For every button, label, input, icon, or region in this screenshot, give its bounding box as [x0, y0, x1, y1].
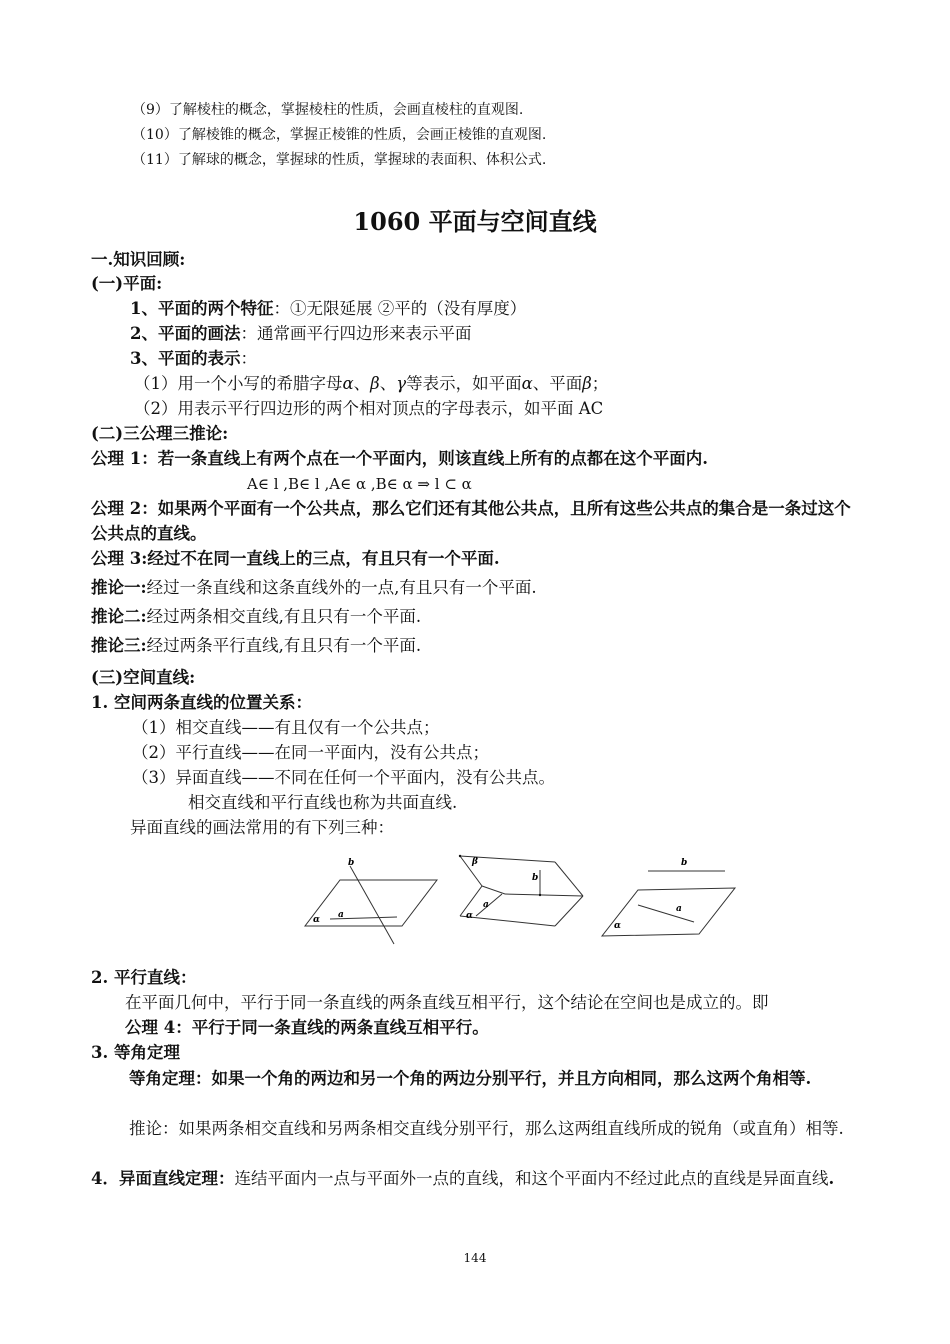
- plane-feature-1: [130, 298, 526, 320]
- figure-3-label-a: a: [676, 904, 682, 914]
- axiom-4: 公理 4：平行于同一条直线的两条直线互相平行。: [125, 1018, 489, 1037]
- page-title: 1060 平面与空间直线: [353, 207, 597, 236]
- equal-angle-theorem-text: ：如果一个角的两边和另一个角的两边分别平行，并且方向相同，那么这两个角相等.: [195, 1069, 812, 1088]
- plane-feature-3-label: 3、平面的表示: [130, 349, 241, 368]
- plane-feature-2-text: ：通常画平行四边形来表示平面: [240, 324, 472, 343]
- relation-parallel: （2）平行直线——在同一平面内，没有公共点；: [132, 743, 489, 762]
- figure-2-label-beta: β: [472, 857, 478, 867]
- plane-feature-2: [130, 323, 471, 345]
- skew-line-theorem-end: .: [828, 1169, 835, 1188]
- section-heading-axioms: (二)三公理三推论:: [91, 424, 229, 443]
- greek-alpha: α: [342, 374, 354, 393]
- plane-feature-1-text: ：①无限延展 ②平的（没有厚度）: [273, 299, 527, 318]
- figure-2-label-alpha: α: [466, 911, 473, 921]
- notation-text-b: 、: [353, 374, 371, 393]
- corollary-1: [91, 577, 537, 599]
- notation-text-d: 等表示，如平面: [406, 374, 522, 393]
- corollary-3: [91, 635, 421, 657]
- greek-alpha-2: α: [521, 374, 533, 393]
- corollary-1-label: 推论一:: [91, 578, 147, 597]
- figure-2-plane-alpha-right: [555, 896, 583, 926]
- figure-2-point: [459, 855, 461, 857]
- section-heading-plane: (一)平面:: [91, 274, 163, 293]
- equal-angle-corollary: 推论：如果两条相交直线和另两条相交直线分别平行，那么这两组直线所成的锐角（或直角）相等.: [129, 1119, 844, 1138]
- figure-1-label-alpha: α: [313, 915, 320, 925]
- skew-drawing-intro: 异面直线的画法常用的有下列三种：: [130, 818, 394, 837]
- plane-feature-2-label: 2、平面的画法: [130, 324, 241, 343]
- figure-3-label-b: b: [681, 858, 688, 868]
- plane-notation-1: [134, 373, 608, 395]
- figure-1-label-a: a: [338, 910, 344, 920]
- parallel-text: 在平面几何中，平行于同一条直线的两条直线互相平行，这个结论在空间也是成立的。即: [125, 993, 769, 1012]
- section-heading-equal-angle: 3. 等角定理: [91, 1043, 180, 1062]
- plane-feature-3: [130, 348, 257, 370]
- corollary-3-text: 经过两条平行直线,有且只有一个平面.: [146, 636, 422, 655]
- axiom-1-formula: A∈ l ,B∈ l ,A∈ α ,B∈ α ⇒ l ⊂ α: [247, 475, 472, 493]
- figure-1-label-b: b: [348, 858, 355, 868]
- axiom-3: 公理 3:经过不在同一直线上的三点，有且只有一个平面.: [91, 549, 500, 568]
- figure-2-plane-beta-right: [555, 862, 583, 896]
- plane-feature-3-text: ：: [240, 349, 257, 368]
- figure-2-label-a: a: [483, 900, 489, 910]
- figure-3-line-a: [638, 905, 694, 922]
- objective-item-9: （9）了解棱柱的概念，掌握棱柱的性质，会画直棱柱的直观图.: [132, 102, 524, 118]
- skew-line-theorem: [91, 1166, 863, 1191]
- figure-3-label-alpha: α: [614, 921, 621, 931]
- notation-text-c: 、: [379, 374, 397, 393]
- greek-gamma: γ: [396, 374, 407, 393]
- figure-2-plane-alpha-top: [505, 894, 583, 896]
- relation-intersecting: （1）相交直线——有且仅有一个公共点；: [132, 718, 440, 737]
- corollary-1-text: 经过一条直线和这条直线外的一点,有且只有一个平面.: [146, 578, 537, 597]
- section-heading-space-lines: (三)空间直线:: [91, 668, 196, 687]
- skew-line-theorem-label: 4．异面直线定理：: [91, 1169, 235, 1188]
- plane-feature-1-label: 1、平面的两个特征: [130, 299, 274, 318]
- figure-1-line-b: [350, 866, 394, 944]
- coplanar-note: 相交直线和平行直线也称为共面直线.: [188, 793, 458, 812]
- corollary-3-label: 推论三:: [91, 636, 147, 655]
- greek-beta-2: β: [582, 374, 592, 393]
- equal-angle-theorem-label: 等角定理: [129, 1069, 195, 1088]
- subsection-positional-relation: 1. 空间两条直线的位置关系：: [91, 693, 312, 712]
- greek-beta: β: [370, 374, 380, 393]
- notation-text-f: ；: [591, 374, 609, 393]
- relation-skew: （3）异面直线——不同在任何一个平面内，没有公共点。: [132, 768, 555, 787]
- skew-lines-figures: [300, 850, 750, 950]
- equal-angle-theorem: [91, 1066, 863, 1091]
- objective-item-10: （10）了解棱锥的概念，掌握正棱锥的性质，会画正棱锥的直观图.: [132, 127, 547, 143]
- page-number: 144: [463, 1251, 487, 1265]
- corollary-2-text: 经过两条相交直线,有且只有一个平面.: [146, 607, 422, 626]
- skew-line-theorem-text: 连结平面内一点与平面外一点的直线，和这个平面内不经过此点的直线是异面直线: [234, 1169, 829, 1188]
- figure-2-plane-alpha-bottom: [460, 916, 555, 926]
- axiom-2: 公理 2：如果两个平面有一个公共点，那么它们还有其他公共点，且所有这些公共点的集合是一条过这个公共点的直线。: [91, 499, 851, 543]
- corollary-2-label: 推论二:: [91, 607, 147, 626]
- corollary-2: [91, 606, 421, 628]
- figure-3-plane: [602, 888, 735, 936]
- figure-2-plane-edge-left: [460, 856, 482, 916]
- figure-2-fold: [482, 886, 505, 894]
- plane-notation-2: （2）用表示平行四边形的两个相对顶点的字母表示，如平面 AC: [134, 399, 604, 418]
- objective-item-11: （11）了解球的概念，掌握球的性质，掌握球的表面积、体积公式.: [132, 152, 547, 168]
- notation-text-a: （1）用一个小写的希腊字母: [134, 374, 343, 393]
- figure-2-label-b: b: [532, 873, 539, 883]
- axiom-1: 公理 1：若一条直线上有两个点在一个平面内，则该直线上所有的点都在这个平面内.: [91, 449, 708, 468]
- figure-2-intersection-point: [539, 894, 541, 896]
- notation-text-e: 、平面: [532, 374, 583, 393]
- figure-2-line-a: [476, 894, 502, 916]
- section-heading-parallel: 2. 平行直线：: [91, 968, 197, 987]
- section-heading-review: 一.知识回顾:: [91, 250, 186, 269]
